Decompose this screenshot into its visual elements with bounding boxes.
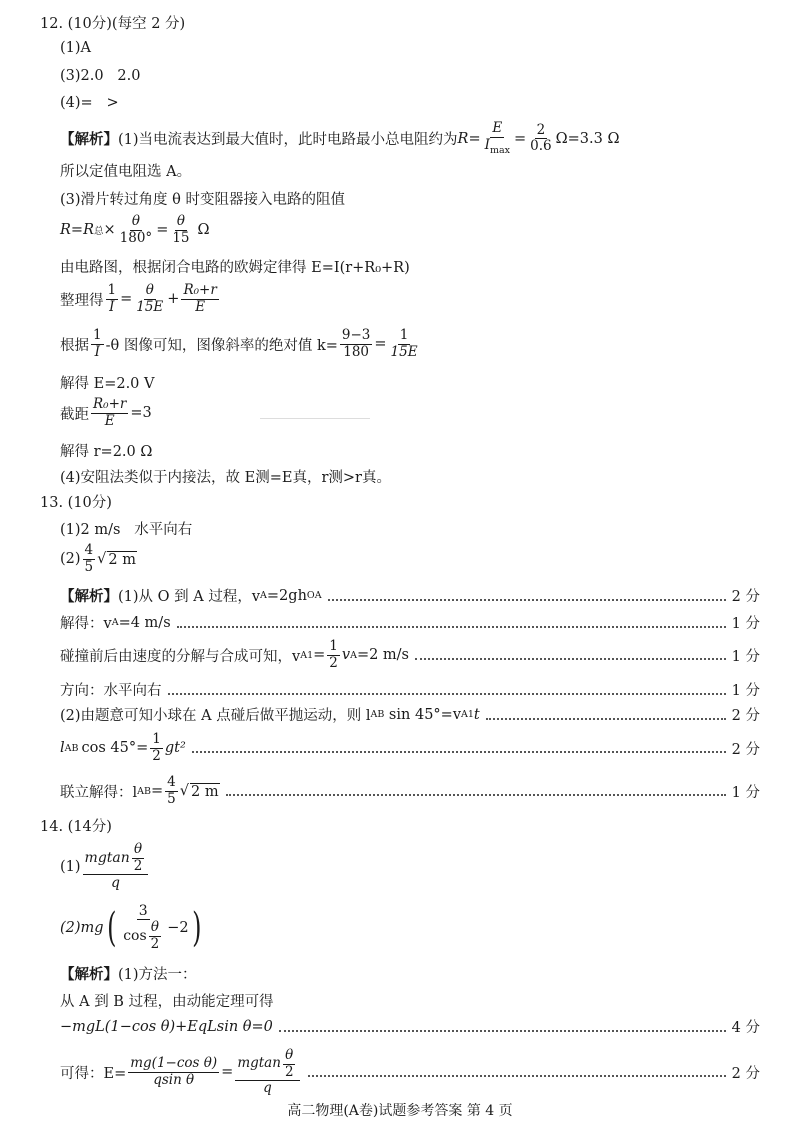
q12-analysis-line-8: 解得 E=2.0 V (60, 376, 155, 392)
q14-analysis-line-4 (60, 1048, 760, 1097)
q13-answer-1: (1)2 m/s 水平向右 (60, 522, 193, 538)
q13-analysis-line-7: 联立解得：l AB = $\frac{4}{5}$ √ 2 m 1 分 (60, 774, 760, 807)
answer-label: (2)mg (60, 919, 104, 936)
answer-label: (1) (60, 858, 81, 875)
frac-numerator: 1 (107, 282, 117, 298)
frac-denominator: I (109, 298, 115, 315)
page-footer: 高二物理(A卷)试题参考答案 第 4 页 (287, 1103, 513, 1119)
frac-mgtan-q (235, 1048, 299, 1097)
frac-3-cos (121, 903, 165, 952)
frac-denominator: 15E (390, 343, 418, 360)
frac-theta-2 (149, 920, 162, 952)
analysis-label: 【解析】 (60, 966, 118, 983)
analysis-label: 【解析】 (60, 588, 118, 605)
q12-analysis-line-11: (4)安阻法类似于内接法，故 E测=E真，r测>r真。 (60, 470, 391, 486)
step-text: 方向：水平向右 (60, 683, 162, 699)
frac-numerator: θ (285, 1047, 294, 1063)
step-subscript: AB (370, 709, 385, 720)
frac-denominator: 2 (133, 857, 143, 874)
frac-denominator: 180° (119, 229, 153, 246)
step-text: 碰撞前后由速度的分解与合成可知，v (60, 648, 301, 665)
q12-analysis-line-5: 由电路图，根据闭合电路的欧姆定律得 E=I(r+R₀+R) (60, 260, 410, 276)
step-text-tail: =4 m/s (118, 614, 171, 631)
frac-numerator: 4 (167, 774, 176, 790)
method-label: (1)方法一： (118, 967, 197, 983)
q13-analysis-line-6 (60, 732, 760, 764)
sqrt-value: 2 m (108, 551, 136, 568)
step-subscript: OA (306, 590, 322, 601)
frac-denominator: 2 (329, 654, 338, 671)
q12-p1-fraction-2-06 (528, 123, 553, 155)
q12-resistance-formula: R=R 总 × $\frac{\theta}{180^\circ}$ = $\frac{\theta}{15}$ Ω (60, 213, 210, 246)
step-text-mid: cos 45°= (81, 740, 149, 757)
frac-numerator: 1 (93, 327, 102, 343)
frac-numerator: θ (145, 282, 154, 298)
frac-theta-15 (170, 214, 191, 246)
score-label: 1 分 (731, 784, 760, 801)
step-text-tail: gt² (164, 740, 186, 757)
equals: = (313, 647, 326, 664)
frac-1-I (91, 328, 104, 360)
step-subscript: AB (64, 742, 79, 754)
q13-analysis-line-4 (60, 679, 760, 700)
frac-theta-2 (132, 842, 145, 874)
ohm-unit: Ω (197, 222, 210, 239)
q12-p1-R: R (457, 130, 469, 147)
q14-header: 14. (14分) (40, 819, 112, 835)
frac-theta-2 (283, 1048, 296, 1080)
frac-numerator: 9−3 (341, 327, 371, 343)
frac-numerator: 2 (536, 121, 546, 138)
frac-R0r-E (91, 397, 128, 429)
step-text-tail: sin 45°=v (384, 706, 462, 723)
frac-numerator: θ (176, 213, 185, 229)
q13-analysis-line-1: 【解析】 (1)从 O 到 A 过程，v A =2gh OA 2 分 (60, 585, 760, 606)
leader-dots (486, 718, 726, 720)
q12-analysis-line-10: 解得 r=2.0 Ω (60, 444, 153, 460)
score-label: 4 分 (731, 1020, 760, 1036)
sqrt-value: 2 m (190, 783, 219, 800)
q12-p1-fraction-E-Imax (483, 121, 512, 156)
frac-denominator: 180 (343, 343, 370, 360)
step-text: (2)由题意可知小球在 A 点碰后做平抛运动，则 l (60, 708, 371, 724)
frac-numerator: mg(1−cos θ) (130, 1055, 218, 1072)
q12-header: 12. (10分)(每空 2 分) (40, 16, 186, 32)
frac-denominator: 2 (152, 747, 161, 764)
q14-analysis-line-1 (60, 963, 197, 984)
step-text-tail: =2 m/s (356, 647, 409, 664)
q14-answer-2 (60, 903, 204, 952)
time-variable: t (473, 706, 480, 723)
q13-answer-2: (2) $\frac{4}{5}$ √ 2 m (60, 542, 136, 575)
frac-denominator: cos (123, 928, 147, 945)
frac-denominator: q (110, 875, 120, 892)
q12-intercept-formula (60, 397, 152, 429)
faint-scan-line (260, 418, 370, 419)
step-subscript: A1 (461, 709, 474, 720)
frac-numerator: θ (150, 919, 160, 936)
score-label: 2 分 (731, 589, 760, 605)
frac-numerator: R₀+r (93, 396, 127, 412)
frac-denominator: 15E (136, 298, 164, 315)
step-text: 可得：E= (60, 1065, 127, 1082)
q12-p1-result: Ω=3.3 Ω (555, 130, 620, 147)
step-subscript: AB (137, 785, 151, 797)
frac-denominator: 2 (150, 935, 160, 952)
frac-denominator: 0.6 (530, 138, 552, 155)
q12-rearranged-formula: 整理得 $\frac{1}{I}$ = $\frac{\theta}{15E}$ + $\frac{\text{R₀+r}}{E}$ (60, 282, 217, 315)
leader-dots (308, 1075, 726, 1077)
formula-subscript: 总 (93, 226, 104, 238)
frac-1-2 (327, 639, 340, 671)
frac-numerator: 1 (152, 731, 161, 747)
q12-analysis-line-3: (3)滑片转过角度 θ 时变阻器接入电路的阻值 (60, 192, 345, 208)
frac-numerator: 4 (84, 542, 94, 558)
q13-analysis-line-5 (60, 704, 760, 725)
frac-numerator: θ (134, 841, 143, 857)
score-label: 1 分 (731, 683, 760, 699)
q12-analysis-line-1: 【解析】 (1)当电流表达到最大值时，此时电路最小总电阻约为 R = $\frac{E}{I_{max}}$ = $\frac{2}{0.6}$ Ω=3.3 Ω (60, 120, 620, 156)
slope-text: -θ 图像可知，图像斜率的绝对值 k= (105, 337, 338, 354)
q13-header: 13. (10分) (40, 495, 112, 511)
frac-denominator: 15 (172, 229, 190, 246)
analysis-label: 【解析】 (60, 131, 118, 149)
q12-p1-text: (1)当电流表达到最大值时，此时电路最小总电阻约为 (118, 132, 458, 149)
step-text: −mgL(1−cos θ)+EqLsin θ=0 (60, 1018, 273, 1035)
frac-denominator: q (263, 1080, 272, 1097)
answer-label: (2) (60, 551, 81, 568)
q12-analysis-line-2: 所以定值电阻选 A。 (60, 164, 192, 180)
leader-dots (328, 599, 726, 601)
equals: = (150, 783, 164, 800)
q14-answer-1 (60, 842, 150, 891)
formula-R: R=R (60, 222, 94, 239)
frac-theta-15E (134, 283, 165, 315)
equals: = (221, 1064, 234, 1081)
step-text: l (60, 740, 65, 757)
score-label: 2 分 (731, 1065, 760, 1082)
frac-numerator: 3 (138, 903, 148, 919)
frac-numerator: 1 (329, 638, 338, 654)
frac-4-5 (83, 543, 96, 575)
step-subscript: A1 (300, 649, 314, 661)
q13-analysis-line-2: 解得：v A =4 m/s 1 分 (60, 612, 760, 633)
frac-numerator: E (492, 120, 503, 136)
frac-numerator: θ (131, 213, 140, 229)
q12-answer-3: (3)2.0 2.0 (60, 68, 141, 84)
expression-tail: −2 (167, 919, 189, 936)
frac-denominator: I (484, 136, 490, 153)
q13-analysis-line-3: 碰撞前后由速度的分解与合成可知，v A1 = $\frac{1}{2}$ v A =2 m/s 1 分 (60, 638, 760, 671)
frac-4-5 (165, 775, 178, 807)
frac-numerator: mgtan (84, 849, 130, 866)
frac-mg-qsin (128, 1056, 219, 1088)
step-text: 联立解得：l (60, 784, 138, 801)
frac-numerator: mgtan (237, 1055, 281, 1072)
frac-1-15E (389, 328, 420, 360)
frac-denominator: 5 (167, 790, 176, 807)
frac-mgtan-q (83, 842, 149, 891)
frac-denominator: qsin θ (153, 1071, 195, 1088)
q14-analysis-line-3 (60, 1016, 760, 1037)
frac-denominator: I (94, 343, 100, 360)
q14-analysis-line-2: 从 A 到 B 过程，由动能定理可得 (60, 994, 274, 1010)
frac-numerator: 1 (399, 327, 409, 343)
frac-R0r-E (181, 283, 218, 315)
leader-dots (177, 626, 726, 628)
formula-label: 整理得 (60, 292, 104, 309)
frac-theta-180 (118, 214, 155, 246)
frac-slope (340, 328, 373, 360)
leader-dots (192, 751, 726, 753)
score-label: 1 分 (731, 616, 760, 632)
frac-1-2 (150, 732, 163, 764)
step-text-tail: =2gh (266, 587, 307, 604)
q12-answer-4: (4)= > (60, 95, 119, 111)
frac-denominator: E (104, 412, 115, 429)
frac-denominator: E (195, 298, 206, 315)
intercept-value: =3 (130, 405, 152, 422)
formula-label: 截距 (60, 406, 89, 423)
q12-slope-formula: 根据 $\frac{1}{I}$ -θ 图像可知，图像斜率的绝对值 k= $\frac{9-3}{180}$ = $\frac{1}{15E}$ (60, 327, 418, 360)
frac-denominator: 2 (284, 1063, 294, 1080)
score-label: 2 分 (731, 708, 760, 724)
frac-denominator: 5 (84, 558, 94, 575)
score-label: 2 分 (731, 741, 760, 758)
formula-label: 根据 (60, 337, 89, 354)
frac-1-I (106, 283, 119, 315)
q12-answer-1: (1)A (60, 40, 92, 56)
score-label: 1 分 (731, 648, 760, 665)
leader-dots (279, 1030, 726, 1032)
leader-dots (168, 693, 726, 695)
frac-subscript: max (489, 144, 510, 156)
step-text: (1)从 O 到 A 过程，v (118, 589, 261, 605)
leader-dots (415, 658, 726, 660)
step-text: 解得：v (60, 616, 112, 632)
bracket-expression: ( 3 cos $\frac{\theta}{2}$ −2 ) (106, 903, 202, 952)
leader-dots (226, 794, 726, 796)
frac-numerator: R₀+r (183, 282, 217, 298)
